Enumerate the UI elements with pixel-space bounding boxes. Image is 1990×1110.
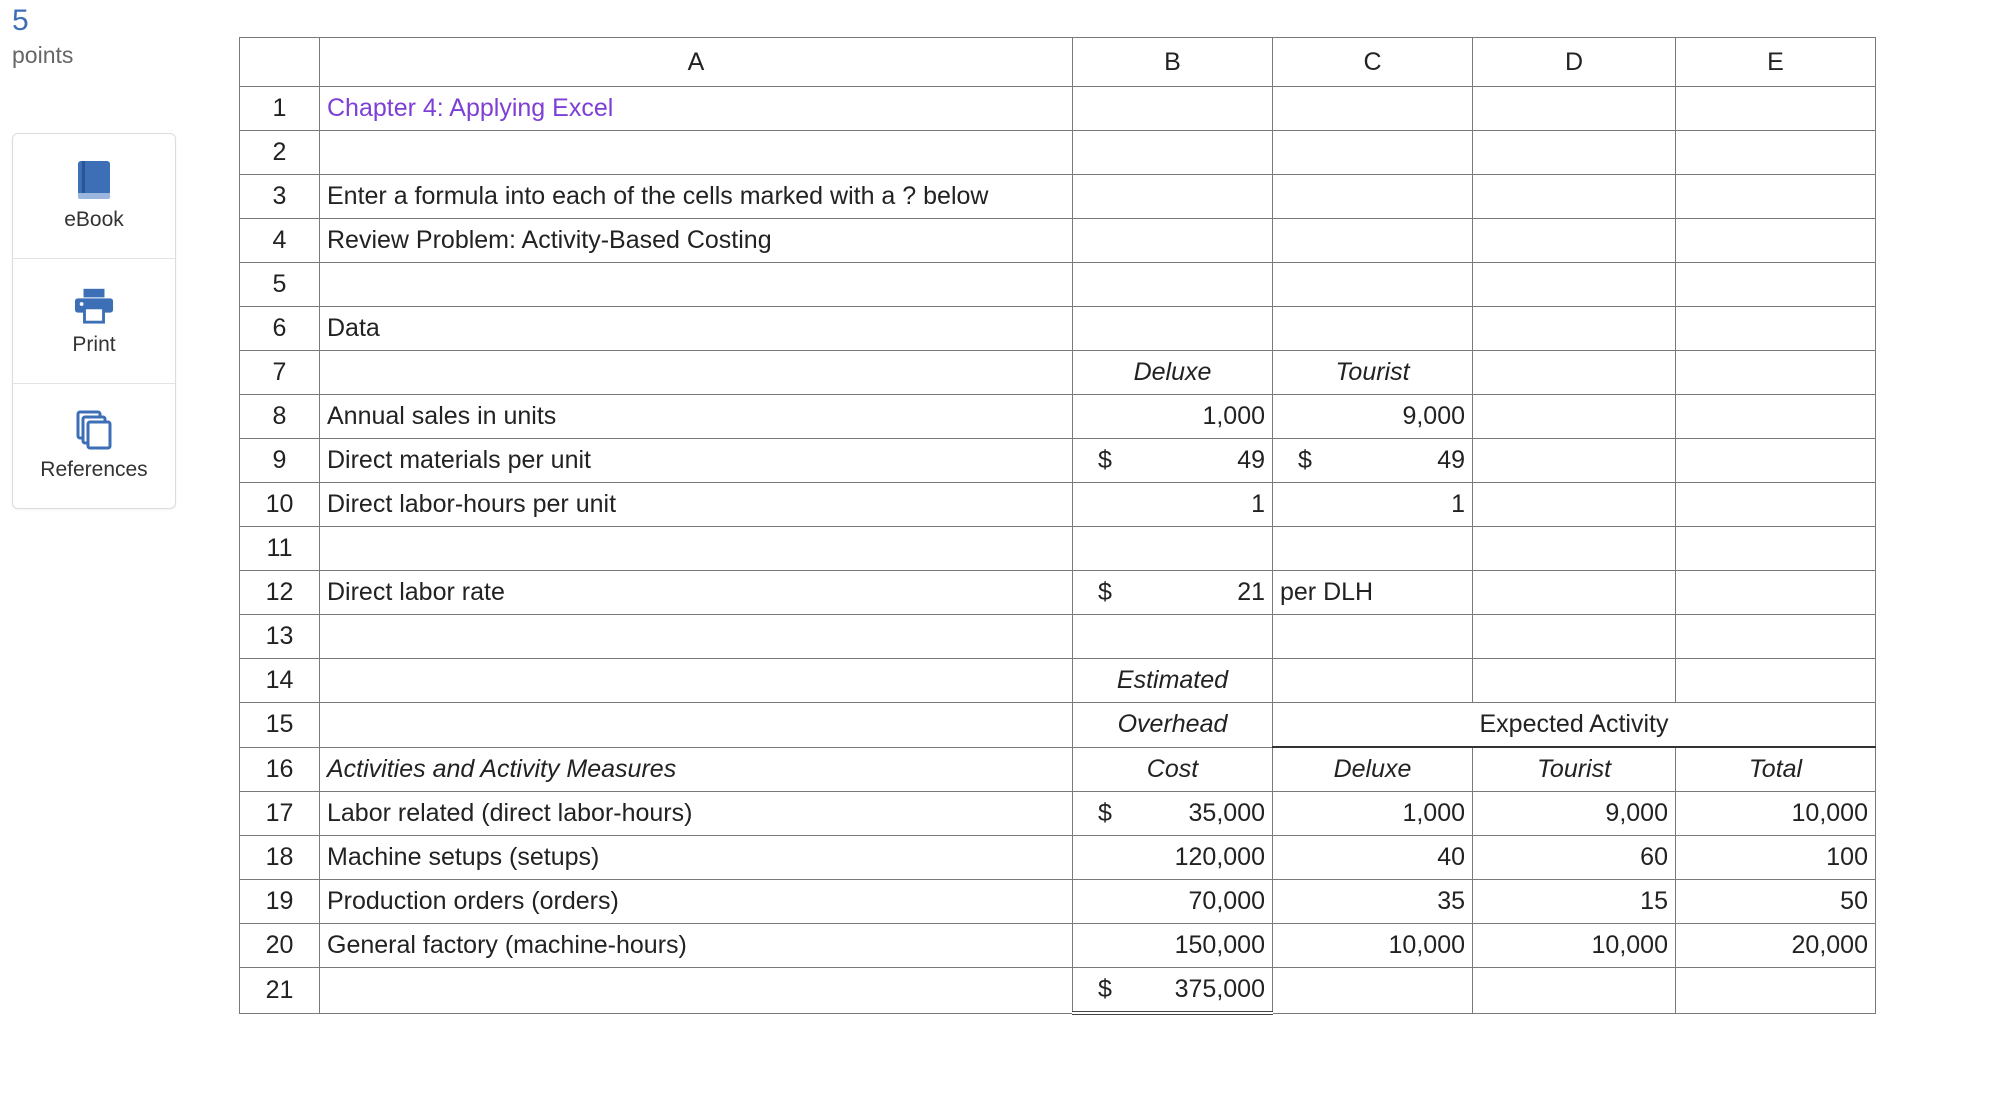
- table-row: [240, 747, 1876, 792]
- cell-e2[interactable]: [1675, 131, 1875, 175]
- cell-d18[interactable]: 60: [1473, 836, 1676, 880]
- references-button[interactable]: [13, 384, 175, 508]
- cell-c21[interactable]: [1273, 968, 1473, 1014]
- cell-value: 49: [1437, 446, 1465, 474]
- cell-d17[interactable]: 9,000: [1473, 792, 1676, 836]
- print-button[interactable]: [13, 259, 175, 384]
- cell-e3[interactable]: [1675, 175, 1875, 219]
- cell-a7[interactable]: [320, 351, 1073, 395]
- cell-b18[interactable]: 120,000: [1073, 836, 1273, 880]
- currency-symbol: $: [1098, 975, 1112, 1003]
- cell-d12[interactable]: [1473, 571, 1676, 615]
- table-row: [240, 836, 1876, 880]
- cell-a14[interactable]: [320, 659, 1073, 703]
- cell-c3[interactable]: [1273, 175, 1473, 219]
- spreadsheet: [239, 37, 1876, 1015]
- table-row: [240, 571, 1876, 615]
- cell-b7[interactable]: Deluxe: [1073, 351, 1273, 395]
- cell-c15[interactable]: [1273, 703, 1473, 748]
- cell-value: 35,000: [1188, 799, 1265, 827]
- cell-c10[interactable]: 1: [1273, 483, 1473, 527]
- cell-c4[interactable]: [1273, 219, 1473, 263]
- row-number: 4: [240, 219, 320, 263]
- cell-a17[interactable]: Labor related (direct labor-hours): [320, 792, 1073, 836]
- cell-e6[interactable]: [1675, 307, 1875, 351]
- row-number: 6: [240, 307, 320, 351]
- cell-a10[interactable]: Direct labor-hours per unit: [320, 483, 1073, 527]
- cell-b21[interactable]: [1073, 968, 1273, 1014]
- cell-e17[interactable]: 10,000: [1675, 792, 1875, 836]
- cell-d21[interactable]: [1473, 968, 1676, 1014]
- currency-symbol: $: [1098, 446, 1112, 474]
- printer-icon: [74, 285, 114, 325]
- cell-value: 375,000: [1174, 975, 1265, 1003]
- table-row: [240, 395, 1876, 439]
- cell-e9[interactable]: [1675, 439, 1875, 483]
- corner-cell[interactable]: [240, 38, 320, 87]
- table-row: [240, 87, 1876, 131]
- table-row: [240, 659, 1876, 703]
- row-number: 11: [240, 527, 320, 571]
- cell-e12[interactable]: [1675, 571, 1875, 615]
- points-value: 5: [12, 4, 29, 37]
- row-number: 12: [240, 571, 320, 615]
- cell-a2[interactable]: [320, 131, 1073, 175]
- cell-d5[interactable]: [1473, 263, 1676, 307]
- cell-c8[interactable]: 9,000: [1273, 395, 1473, 439]
- cell-d16[interactable]: Tourist: [1473, 747, 1676, 792]
- column-header-row: [240, 38, 1876, 87]
- cell-c13[interactable]: [1273, 615, 1473, 659]
- column-header-e[interactable]: E: [1675, 38, 1875, 87]
- cell-d20[interactable]: 10,000: [1473, 924, 1676, 968]
- cell-e20[interactable]: 20,000: [1675, 924, 1875, 968]
- currency-symbol: $: [1298, 446, 1312, 474]
- cell-c17[interactable]: 1,000: [1273, 792, 1473, 836]
- cell-b3[interactable]: [1073, 175, 1273, 219]
- cell-b14[interactable]: Estimated: [1073, 659, 1273, 703]
- cell-e18[interactable]: 100: [1675, 836, 1875, 880]
- cell-c2[interactable]: [1273, 131, 1473, 175]
- book-icon: [74, 160, 114, 200]
- row-number: 1: [240, 87, 320, 131]
- table-row: [240, 307, 1876, 351]
- row-number: 8: [240, 395, 320, 439]
- tool-sidebar: [12, 133, 176, 509]
- cell-a9[interactable]: Direct materials per unit: [320, 439, 1073, 483]
- cell-c16[interactable]: Deluxe: [1273, 747, 1473, 792]
- cell-b11[interactable]: [1073, 527, 1273, 571]
- row-number: 3: [240, 175, 320, 219]
- cell-d6[interactable]: [1473, 307, 1676, 351]
- table-row: [240, 351, 1876, 395]
- cell-b15[interactable]: Overhead: [1073, 703, 1273, 748]
- cell-a3[interactable]: Enter a formula into each of the cells marked with a ? below: [320, 175, 1073, 219]
- column-header-d[interactable]: D: [1473, 38, 1676, 87]
- cell-b1[interactable]: [1073, 87, 1273, 131]
- table-row: [240, 703, 1876, 748]
- cell-value: 21: [1237, 578, 1265, 606]
- table-row: [240, 968, 1876, 1014]
- currency-symbol: $: [1098, 578, 1112, 606]
- cell-e21[interactable]: [1675, 968, 1875, 1014]
- cell-b13[interactable]: [1073, 615, 1273, 659]
- cell-a5[interactable]: [320, 263, 1073, 307]
- cell-e4[interactable]: [1675, 219, 1875, 263]
- cell-e11[interactable]: [1675, 527, 1875, 571]
- cell-e14[interactable]: [1675, 659, 1875, 703]
- table-row: [240, 615, 1876, 659]
- cell-a1[interactable]: Chapter 4: Applying Excel: [320, 87, 1073, 131]
- column-header-a[interactable]: A: [320, 38, 1073, 87]
- ebook-label: eBook: [64, 208, 124, 231]
- cell-e19[interactable]: 50: [1675, 880, 1875, 924]
- cell-c9[interactable]: [1273, 439, 1473, 483]
- cell-b16[interactable]: Cost: [1073, 747, 1273, 792]
- cell-d13[interactable]: [1473, 615, 1676, 659]
- row-number: 17: [240, 792, 320, 836]
- column-header-b[interactable]: B: [1073, 38, 1273, 87]
- cell-d1[interactable]: [1473, 87, 1676, 131]
- cell-d15[interactable]: Expected Activity: [1473, 703, 1676, 748]
- cell-c11[interactable]: [1273, 527, 1473, 571]
- cell-b2[interactable]: [1073, 131, 1273, 175]
- cell-d9[interactable]: [1473, 439, 1676, 483]
- cell-a11[interactable]: [320, 527, 1073, 571]
- print-label: Print: [72, 333, 116, 356]
- cell-d10[interactable]: [1473, 483, 1676, 527]
- cell-a19[interactable]: Production orders (orders): [320, 880, 1073, 924]
- cell-e13[interactable]: [1675, 615, 1875, 659]
- row-number: 10: [240, 483, 320, 527]
- cell-c12[interactable]: per DLH: [1273, 571, 1473, 615]
- cell-a12[interactable]: Direct labor rate: [320, 571, 1073, 615]
- cell-d7[interactable]: [1473, 351, 1676, 395]
- cell-e16[interactable]: Total: [1675, 747, 1875, 792]
- cell-b9[interactable]: [1073, 439, 1273, 483]
- cell-c20[interactable]: 10,000: [1273, 924, 1473, 968]
- row-number: 9: [240, 439, 320, 483]
- cell-b5[interactable]: [1073, 263, 1273, 307]
- table-row: [240, 527, 1876, 571]
- cell-e7[interactable]: [1675, 351, 1875, 395]
- cell-a16[interactable]: Activities and Activity Measures: [320, 747, 1073, 792]
- cell-b12[interactable]: [1073, 571, 1273, 615]
- cell-e10[interactable]: [1675, 483, 1875, 527]
- points-label: points: [12, 42, 74, 68]
- cell-c14[interactable]: [1273, 659, 1473, 703]
- cell-d14[interactable]: [1473, 659, 1676, 703]
- table-row: [240, 880, 1876, 924]
- row-number: 7: [240, 351, 320, 395]
- cell-e5[interactable]: [1675, 263, 1875, 307]
- table-row: [240, 439, 1876, 483]
- ebook-button[interactable]: [13, 134, 175, 259]
- table-row: [240, 263, 1876, 307]
- row-number: 21: [240, 968, 320, 1014]
- cell-b4[interactable]: [1073, 219, 1273, 263]
- cell-a18[interactable]: Machine setups (setups): [320, 836, 1073, 880]
- cell-d2[interactable]: [1473, 131, 1676, 175]
- cell-e15[interactable]: [1675, 703, 1875, 748]
- table-row: [240, 219, 1876, 263]
- cell-e8[interactable]: [1675, 395, 1875, 439]
- row-number: 13: [240, 615, 320, 659]
- cell-b6[interactable]: [1073, 307, 1273, 351]
- cell-a13[interactable]: [320, 615, 1073, 659]
- row-number: 14: [240, 659, 320, 703]
- cell-c18[interactable]: 40: [1273, 836, 1473, 880]
- cell-a15[interactable]: [320, 703, 1073, 748]
- cell-d4[interactable]: [1473, 219, 1676, 263]
- cell-c6[interactable]: [1273, 307, 1473, 351]
- cell-a21[interactable]: [320, 968, 1073, 1014]
- cell-c19[interactable]: 35: [1273, 880, 1473, 924]
- cell-b8[interactable]: 1,000: [1073, 395, 1273, 439]
- row-number: 19: [240, 880, 320, 924]
- row-number: 16: [240, 747, 320, 792]
- table-row: [240, 131, 1876, 175]
- cell-c7[interactable]: Tourist: [1273, 351, 1473, 395]
- table-row: [240, 175, 1876, 219]
- column-header-c[interactable]: C: [1273, 38, 1473, 87]
- cell-a6[interactable]: Data: [320, 307, 1073, 351]
- cell-b17[interactable]: [1073, 792, 1273, 836]
- cell-c5[interactable]: [1273, 263, 1473, 307]
- cell-d3[interactable]: [1473, 175, 1676, 219]
- copy-documents-icon: [74, 410, 114, 450]
- cell-b19[interactable]: 70,000: [1073, 880, 1273, 924]
- references-label: References: [40, 458, 148, 481]
- table-row: [240, 483, 1876, 527]
- row-number: 18: [240, 836, 320, 880]
- cell-e1[interactable]: [1675, 87, 1875, 131]
- cell-d19[interactable]: 15: [1473, 880, 1676, 924]
- cell-value: 49: [1237, 446, 1265, 474]
- currency-symbol: $: [1098, 799, 1112, 827]
- cell-a20[interactable]: General factory (machine-hours): [320, 924, 1073, 968]
- row-number: 20: [240, 924, 320, 968]
- table-row: [240, 792, 1876, 836]
- cell-b10[interactable]: 1: [1073, 483, 1273, 527]
- row-number: 5: [240, 263, 320, 307]
- cell-d8[interactable]: [1473, 395, 1676, 439]
- table-row: [240, 924, 1876, 968]
- cell-b20[interactable]: 150,000: [1073, 924, 1273, 968]
- cell-d11[interactable]: [1473, 527, 1676, 571]
- row-number: 15: [240, 703, 320, 748]
- cell-a4[interactable]: Review Problem: Activity-Based Costing: [320, 219, 1073, 263]
- cell-a8[interactable]: Annual sales in units: [320, 395, 1073, 439]
- row-number: 2: [240, 131, 320, 175]
- cell-c1[interactable]: [1273, 87, 1473, 131]
